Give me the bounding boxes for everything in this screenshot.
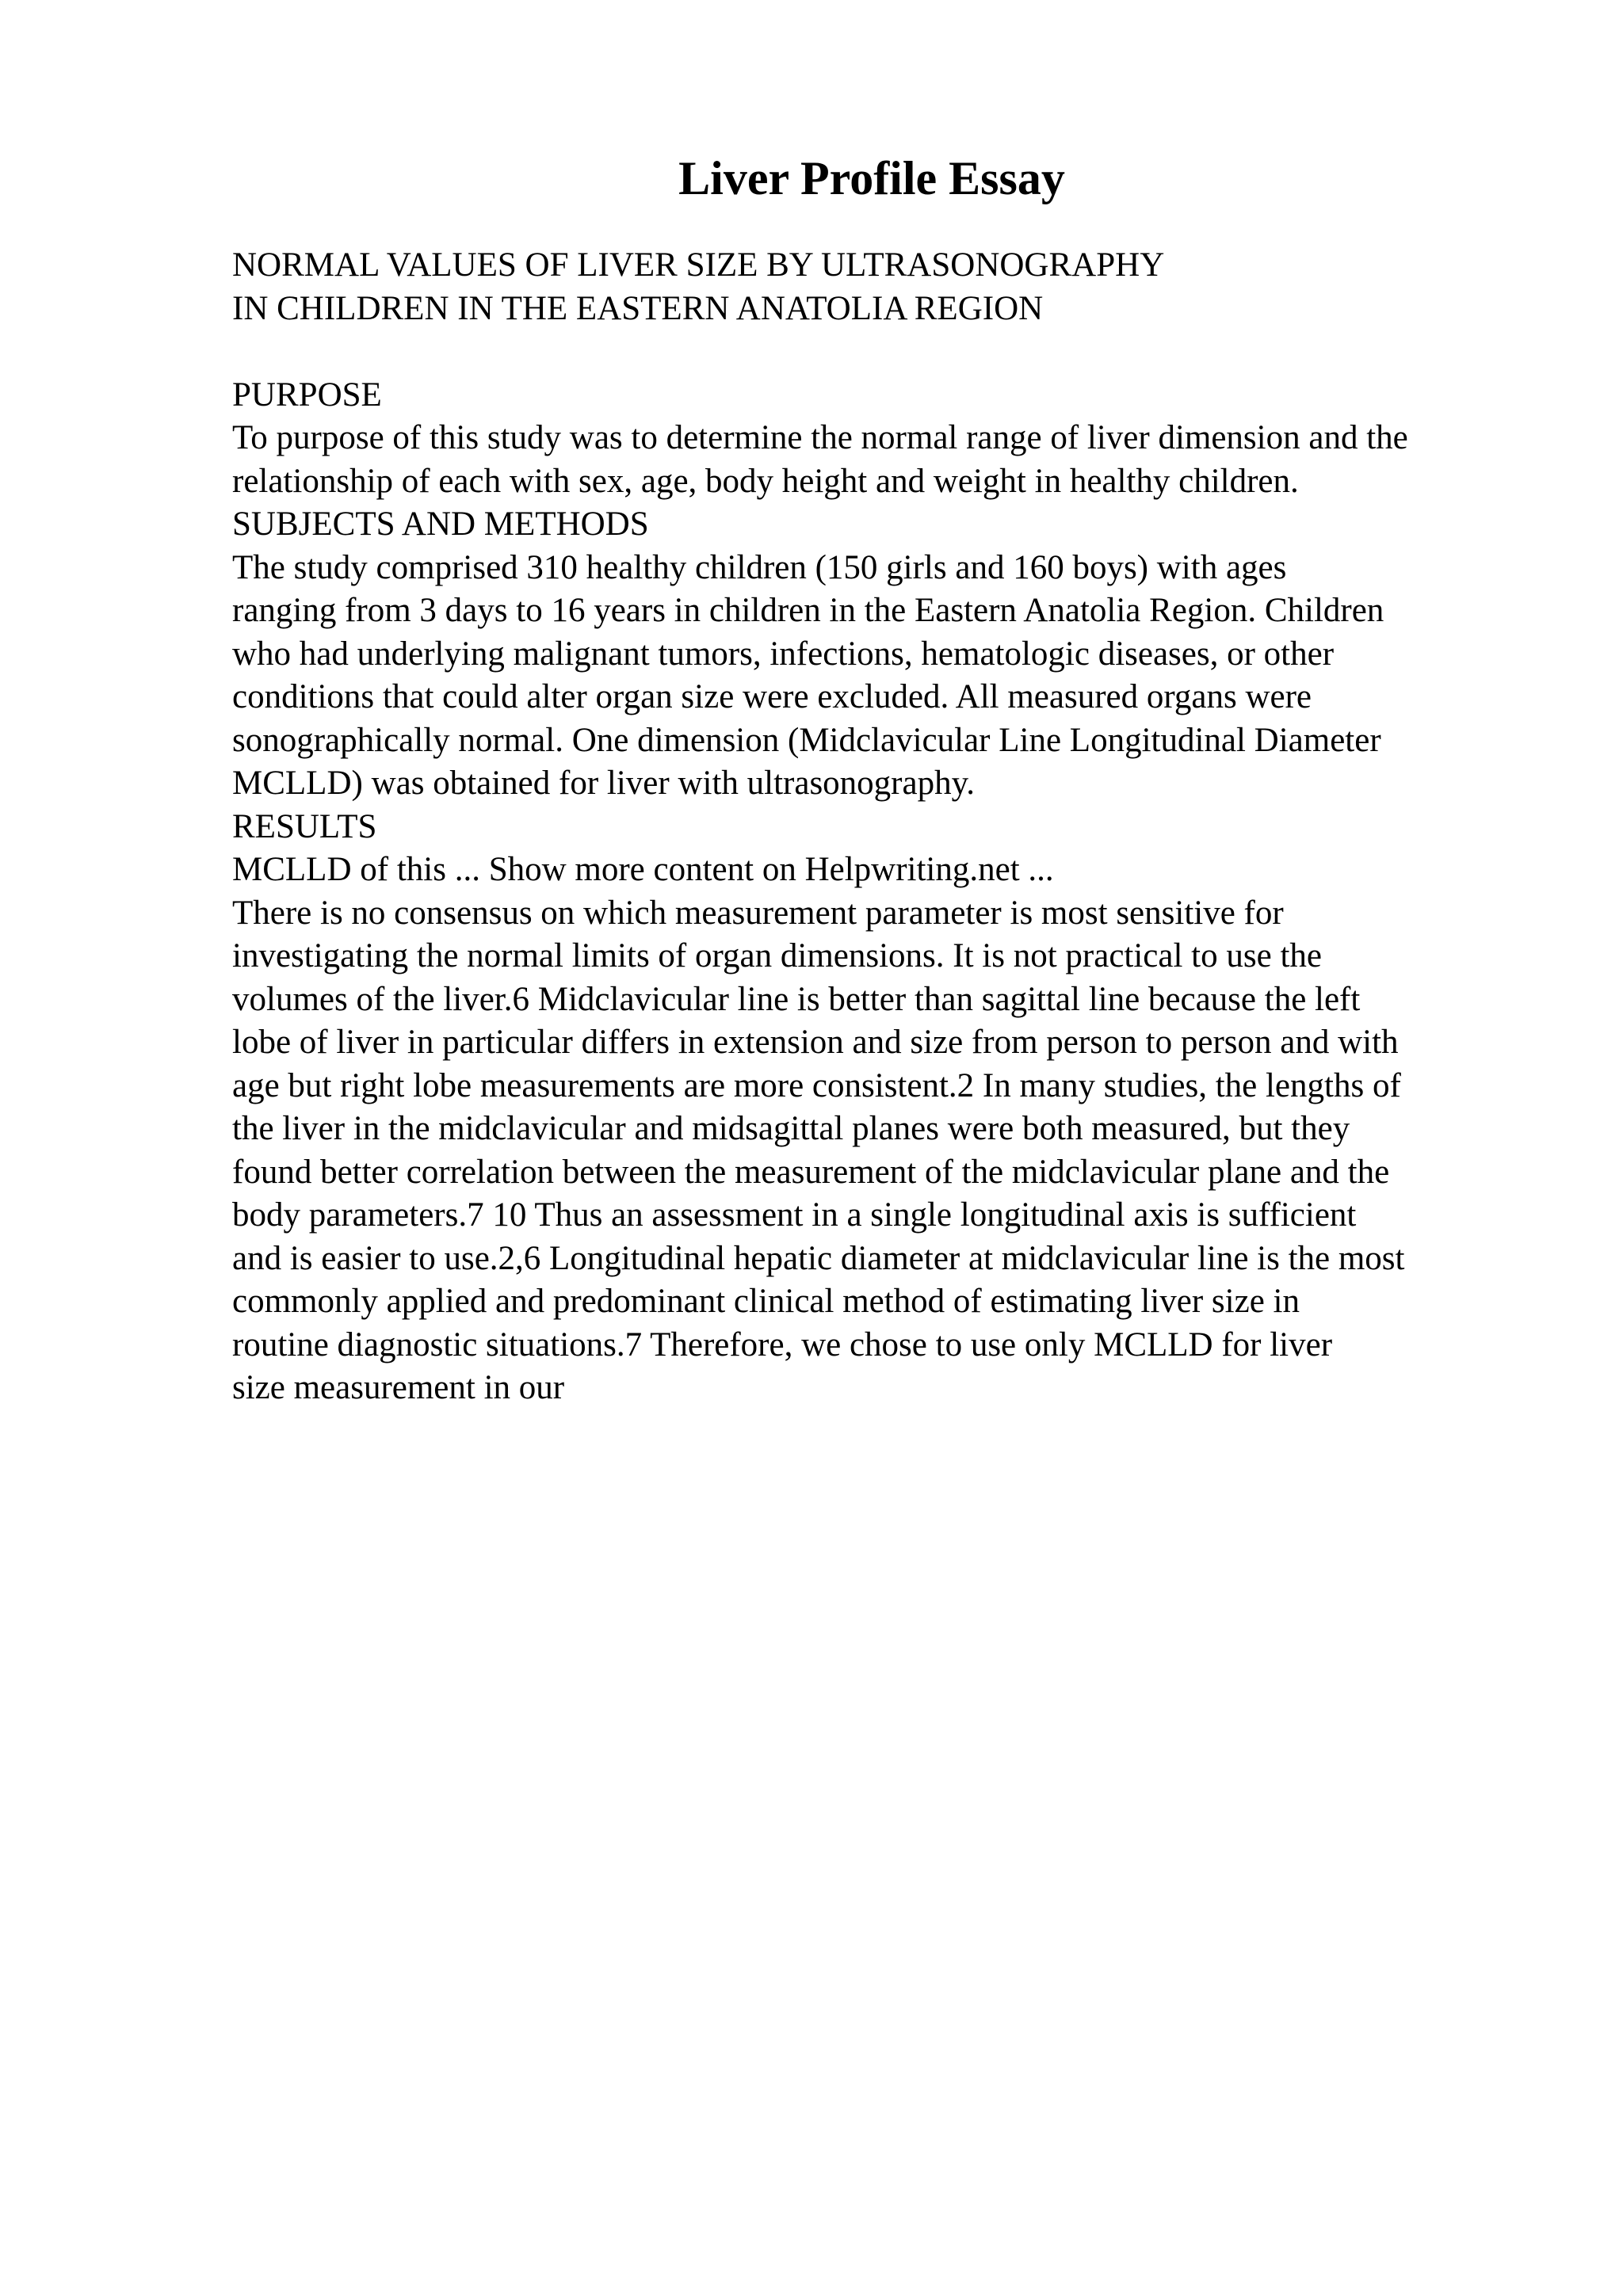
text-line: routine diagnostic situations.7 Therefore, we chose to use only MCLLD for liver (232, 1325, 1333, 1363)
text-line: size measurement in our (232, 1369, 565, 1406)
document-title: Liver Profile Essay (678, 152, 1065, 204)
heading-subjects-methods: SUBJECTS AND METHODS (232, 505, 649, 543)
heading-purpose: PURPOSE (232, 376, 382, 414)
text-line: age but right lobe measurements are more consistent.2 In many studies, the lengths of (232, 1066, 1401, 1104)
text-line: The study comprised 310 healthy children (150 girls and 160 boys) with ages (232, 548, 1287, 586)
text-line: sonographically normal. One dimension (Midclavicular Line Longitudinal Diameter (232, 721, 1381, 759)
subtitle-line-2: IN CHILDREN IN THE EASTERN ANATOLIA REGION (232, 289, 1044, 327)
text-line: To purpose of this study was to determine the normal range of liver dimension and the (232, 419, 1408, 456)
text-line: investigating the normal limits of organ dimensions. It is not practical to use the (232, 937, 1322, 974)
text-line: found better correlation between the measurement of the midclavicular plane and the (232, 1153, 1390, 1191)
text-line: lobe of liver in particular differs in extension and size from person to person and with (232, 1024, 1399, 1061)
heading-results: RESULTS (232, 807, 377, 845)
text-line: There is no consensus on which measurement parameter is most sensitive for (232, 894, 1284, 932)
blank-line (232, 330, 1595, 374)
text-line: the liver in the midclavicular and midsagittal planes were both measured, but they (232, 1110, 1350, 1147)
subtitle-line-1: NORMAL VALUES OF LIVER SIZE BY ULTRASONOGRAPHY (232, 246, 1165, 284)
text-line: body parameters.7 10 Thus an assessment in a single longitudinal axis is sufficient (232, 1196, 1357, 1234)
text-line: conditions that could alter organ size were excluded. All measured organs were (232, 678, 1312, 715)
text-line: commonly applied and predominant clinical method of estimating liver size in (232, 1283, 1300, 1320)
text-line: who had underlying malignant tumors, infections, hematologic diseases, or other (232, 635, 1335, 673)
text-line: ranging from 3 days to 16 years in children in the Eastern Anatolia Region. Children (232, 592, 1384, 629)
document-body (232, 244, 1595, 1410)
text-line: MCLLD) was obtained for liver with ultrasonography. (232, 765, 976, 802)
text-line: relationship of each with sex, age, body height and weight in healthy children. (232, 462, 1299, 500)
text-line: MCLLD of this ... Show more content on Helpwriting.net ... (232, 851, 1054, 888)
text-line: and is easier to use.2,6 Longitudinal hepatic diameter at midclavicular line is the most (232, 1239, 1405, 1277)
text-line: volumes of the liver.6 Midclavicular line is better than sagittal line because the left (232, 980, 1361, 1018)
